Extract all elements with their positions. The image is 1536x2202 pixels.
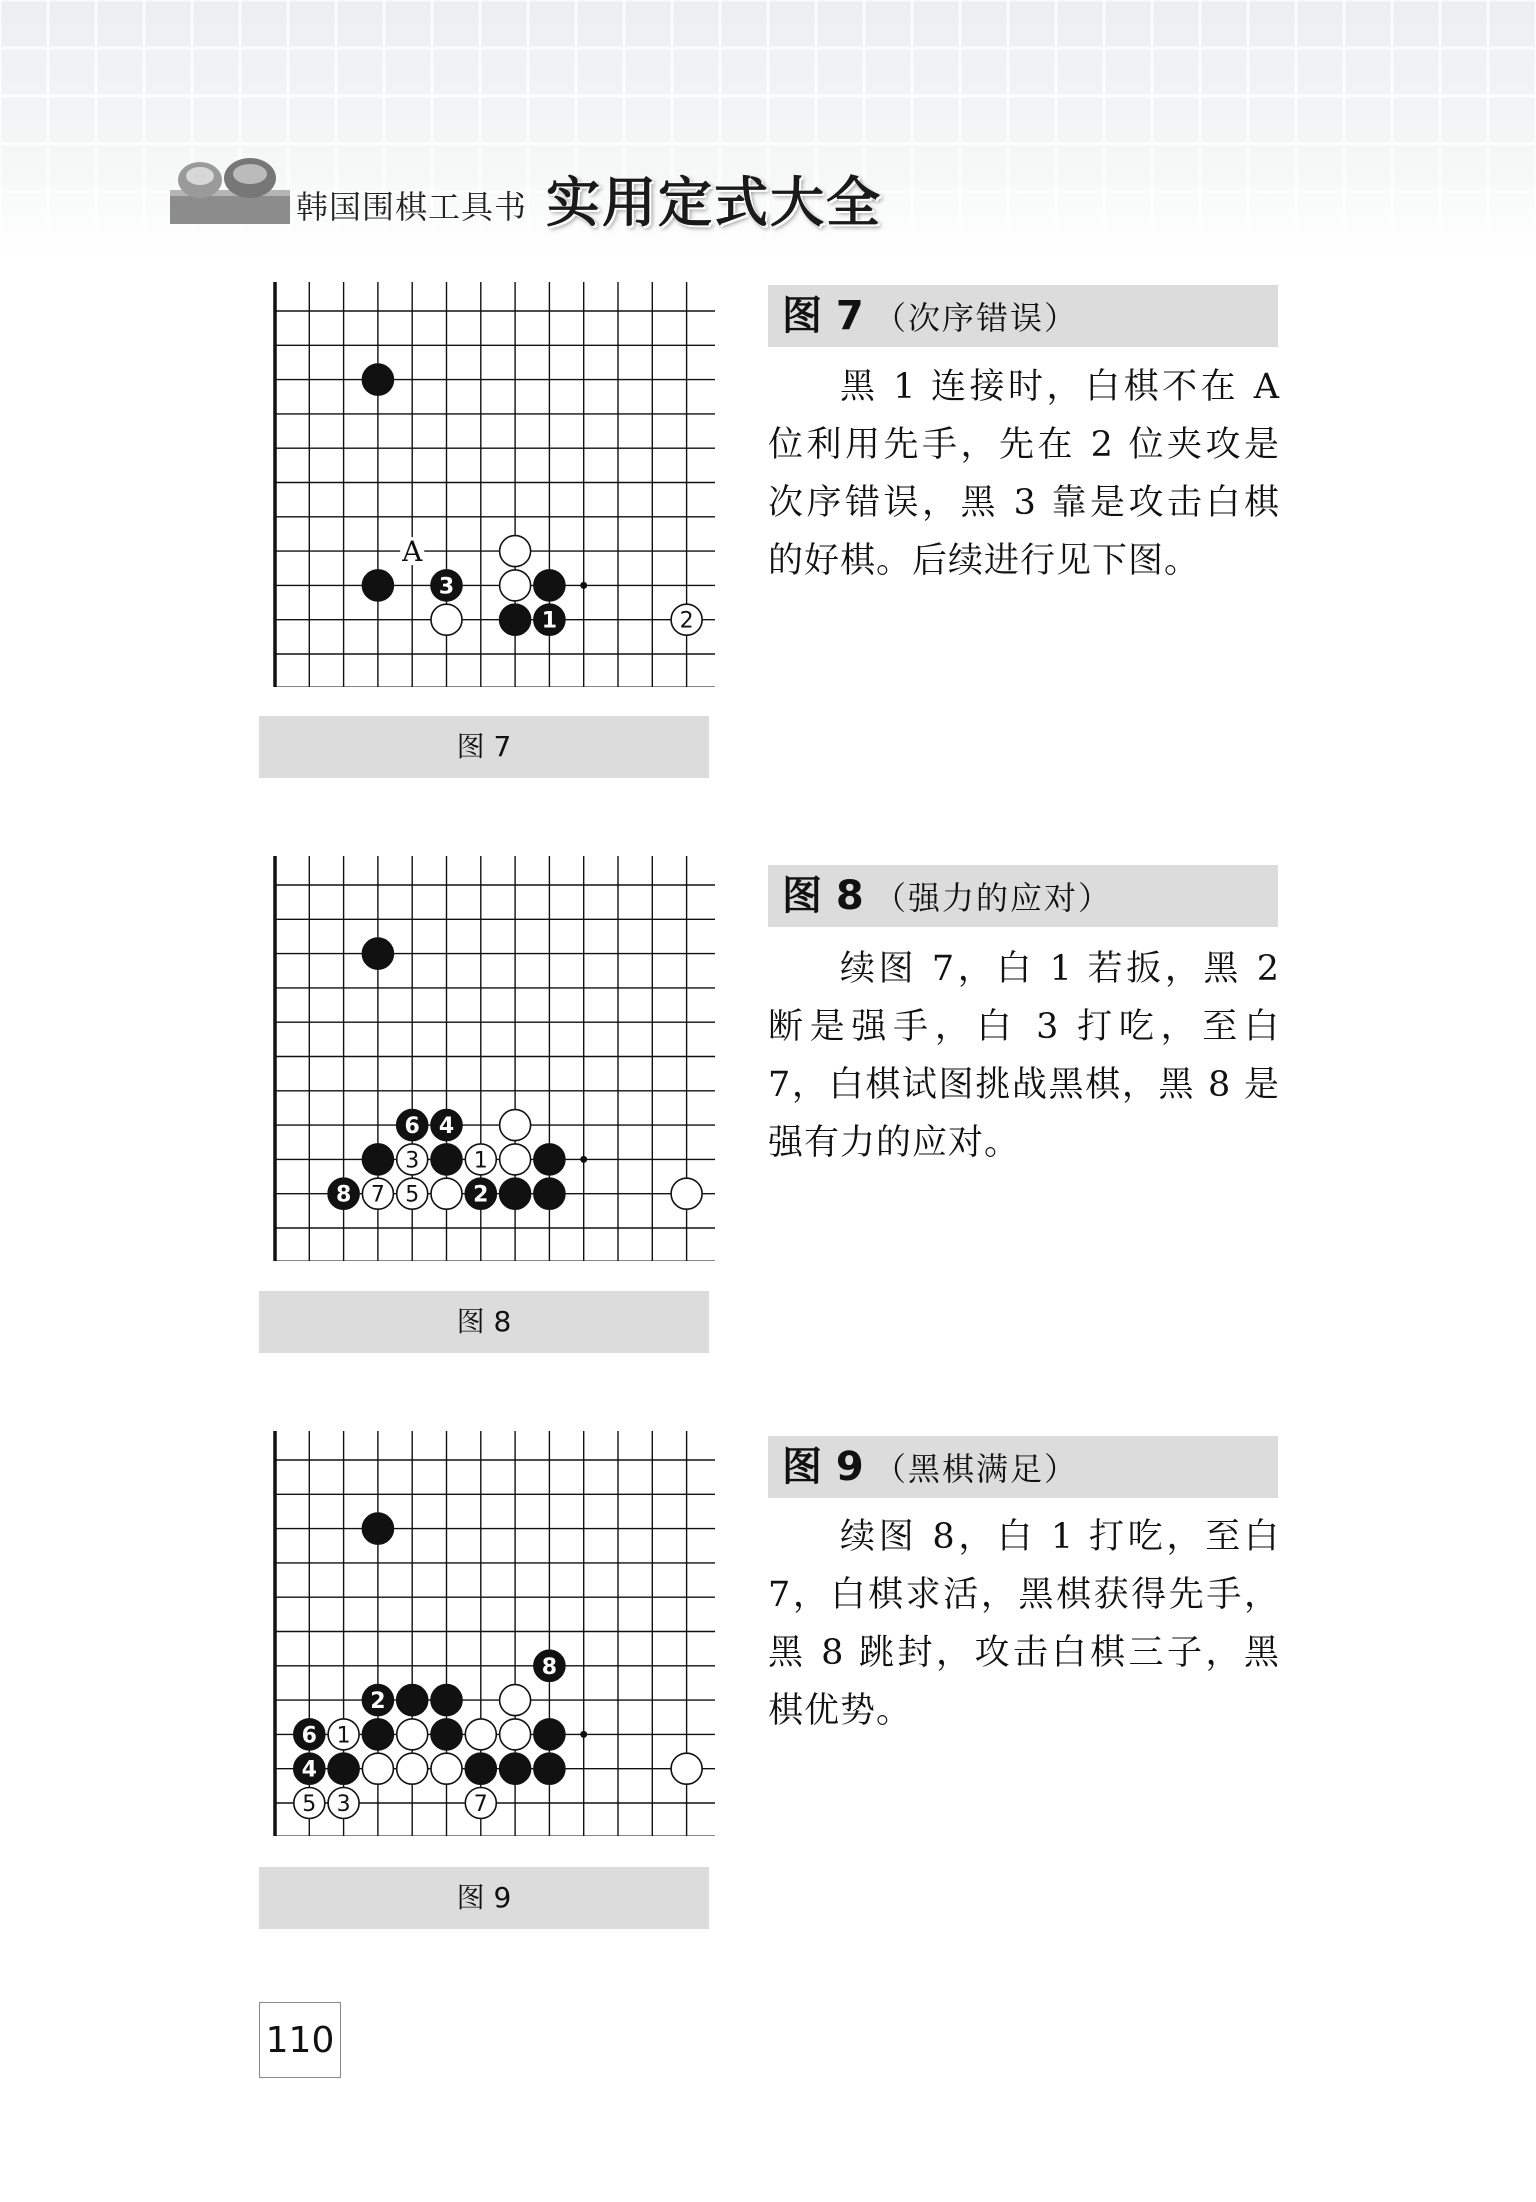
white-stone xyxy=(671,1753,702,1784)
white-stone xyxy=(671,1178,702,1209)
page-header xyxy=(0,0,1536,255)
black-stone xyxy=(534,1719,565,1750)
white-stone xyxy=(362,1753,393,1784)
section-heading xyxy=(768,865,1278,927)
figure-label: 图 8 xyxy=(782,873,864,919)
black-stone xyxy=(362,1719,393,1750)
section-heading xyxy=(768,1436,1278,1498)
black-stone xyxy=(534,1753,565,1784)
series-title: 韩国围棋工具书 xyxy=(296,188,528,226)
figure-label: 图 9 xyxy=(782,1444,864,1490)
black-stone xyxy=(534,1144,565,1175)
page-number: 110 xyxy=(259,2002,341,2078)
commentary-text: 续图 7，白 1 若扳，黑 2 断是强手，白 3 打吃，至白 7，白棋试图挑战黑棋，黑 8 是强有力的应对。 xyxy=(768,949,1280,1163)
move-number-label: 5 xyxy=(302,1792,317,1817)
black-stone xyxy=(328,1753,359,1784)
move-number-label: 7 xyxy=(370,1182,385,1208)
black-stone xyxy=(397,1685,428,1716)
white-stone xyxy=(500,536,531,567)
figure-caption: 图 8 xyxy=(259,1291,709,1353)
white-stone xyxy=(500,570,531,601)
move-number-label: 7 xyxy=(473,1792,488,1817)
black-stone xyxy=(500,604,531,635)
black-stone xyxy=(431,1685,462,1716)
white-stone xyxy=(500,1685,531,1716)
white-stone xyxy=(397,1719,428,1750)
black-stone xyxy=(362,570,393,601)
white-stone xyxy=(500,1719,531,1750)
black-stone xyxy=(362,1513,393,1544)
figure-label: 图 7 xyxy=(782,293,864,339)
book-title: 实用定式大全 xyxy=(546,170,882,234)
white-stone xyxy=(431,1178,462,1209)
move-number-label: 1 xyxy=(336,1723,351,1749)
move-number-label: 1 xyxy=(473,1148,488,1174)
move-number-label: 8 xyxy=(335,1182,352,1208)
move-number-label: 1 xyxy=(541,608,558,634)
black-stone xyxy=(431,1144,462,1175)
black-stone xyxy=(362,1144,393,1175)
move-number-label: 6 xyxy=(404,1114,420,1140)
move-number-label: 8 xyxy=(541,1654,558,1680)
figure-caption: 图 7 xyxy=(259,716,709,778)
black-stone xyxy=(500,1178,531,1209)
white-stone xyxy=(431,1753,462,1784)
go-board-diagram xyxy=(255,282,715,687)
black-stone xyxy=(534,570,565,601)
move-number-label: 2 xyxy=(679,608,694,634)
move-number-label: 3 xyxy=(405,1148,420,1174)
move-number-label: 3 xyxy=(336,1792,351,1817)
black-stone xyxy=(465,1753,496,1784)
white-stone xyxy=(500,1144,531,1175)
black-stone xyxy=(362,938,393,969)
move-number-label: 4 xyxy=(301,1757,317,1783)
black-stone xyxy=(431,1719,462,1750)
figure-subtitle: （次序错误） xyxy=(874,299,1079,337)
section-heading xyxy=(768,285,1278,347)
white-stone xyxy=(500,1110,531,1141)
figure-caption: 图 9 xyxy=(259,1867,709,1929)
figure-subtitle: （黑棋满足） xyxy=(874,1450,1079,1488)
black-stone xyxy=(534,1178,565,1209)
white-stone xyxy=(431,604,462,635)
commentary-text: 续图 8，白 1 打吃，至白 7，白棋求活，黑棋获得先手，黑 8 跳封，攻击白棋三子，黑棋优势。 xyxy=(768,1517,1280,1731)
black-stone xyxy=(362,364,393,395)
white-stone xyxy=(465,1719,496,1750)
move-number-label: 2 xyxy=(370,1689,386,1715)
go-board-diagram xyxy=(255,1431,715,1836)
white-stone xyxy=(397,1753,428,1784)
go-bowls-logo-icon xyxy=(170,150,290,226)
move-number-label: 3 xyxy=(438,574,455,600)
go-board-diagram xyxy=(255,856,715,1261)
figure-subtitle: （强力的应对） xyxy=(874,879,1113,917)
move-number-label: 4 xyxy=(438,1114,455,1140)
board-mark-label: A xyxy=(402,535,423,569)
move-number-label: 6 xyxy=(301,1723,317,1749)
move-number-label: 5 xyxy=(405,1182,420,1208)
move-number-label: 2 xyxy=(473,1182,489,1208)
commentary-text: 黑 1 连接时，白棋不在 A 位利用先手，先在 2 位夹攻是次序错误，黑 3 靠是攻击白棋的好棋。后续进行见下图。 xyxy=(768,367,1280,581)
black-stone xyxy=(500,1753,531,1784)
